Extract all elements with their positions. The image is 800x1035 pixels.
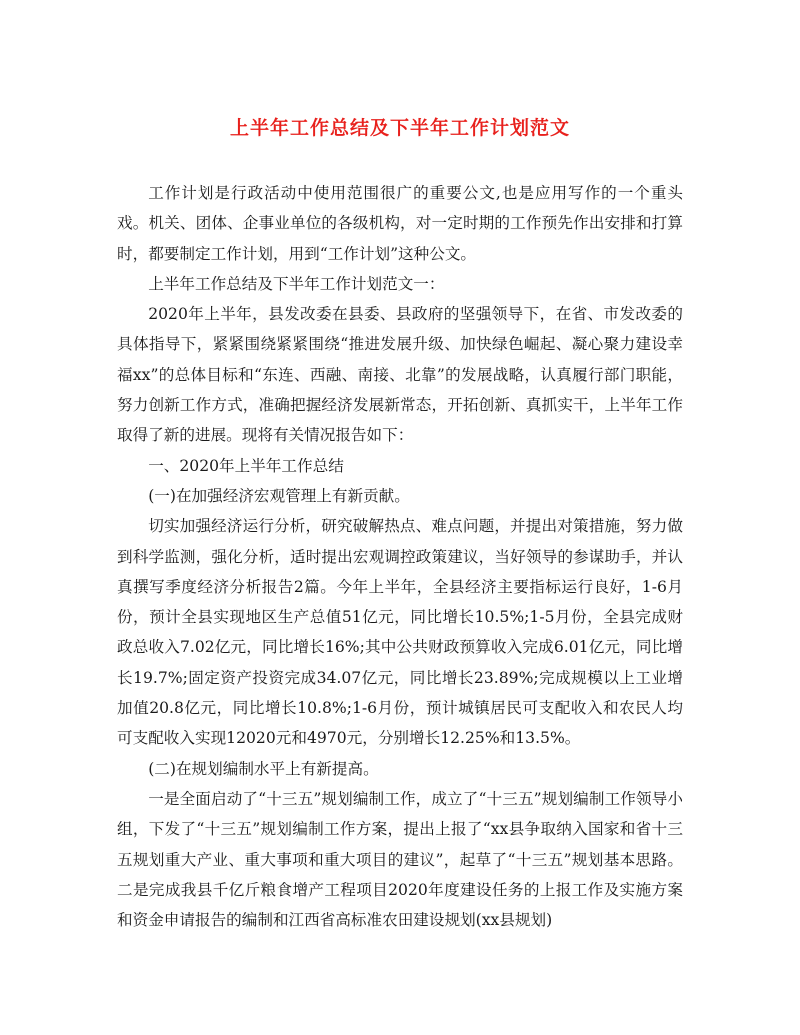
- document-body: [117, 178, 683, 935]
- paragraph-intro: 工作计划是行政活动中使用范围很广的重要公文,也是应用写作的一个重头戏。机关、团体、企事业单位的各级机构，对一定时期的工作预先作出安排和打算时，都要制定工作计划，用到“工作计划”这种公文。: [117, 184, 683, 263]
- subsection-heading-1: (一)在加强经济宏观管理上有新贡献。: [148, 486, 410, 505]
- document-title: 上半年工作总结及下半年工作计划范文: [229, 117, 570, 139]
- paragraph-sample-heading: 上半年工作总结及下半年工作计划范文一：: [148, 274, 445, 293]
- paragraph-planning: 一是全面启动了“十三五”规划编制工作，成立了“十三五”规划编制工作领导小组，下发了“十三五”规划编制工作方案，提出上报了“xx县争取纳入国家和省十三五规划重大产业、重大事项和重大项目的建议”，起草了“十三五”规划基本思路。二是完成我县千亿斤粮食增产工程项目2020年度建设任务的上报工作及实施方案和资金申请报告的编制和江西省高标准农田建设规划(xx县规划): [117, 789, 683, 930]
- section-heading-1: 一、2020年上半年工作总结: [148, 456, 344, 475]
- paragraph-overview: 2020年上半年，县发改委在县委、县政府的坚强领导下，在省、市发改委的具体指导下，紧紧围绕紧紧围绕“推进发展升级、加快绿色崛起、凝心聚力建设幸福xx”的总体目标和“东连、西融、南接、北靠”的发展战略，认真履行部门职能，努力创新工作方式，准确把握经济发展新常态，开拓创新、真抓实干，上半年工作取得了新的进展。现将有关情况报告如下：: [117, 305, 683, 445]
- paragraph-economic-analysis: 切实加强经济运行分析，研究破解热点、难点问题，并提出对策措施，努力做到科学监测，强化分析，适时提出宏观调控政策建议，当好领导的参谋助手，并认真撰写季度经济分析报告2篇。今年上半年，全县经济主要指标运行良好，1-6月份，预计全县实现地区生产总值51亿元，同比增长10.5%;1-5月份，全县完成财政总收入7.02亿元，同比增长16%;其中公共财政预算收入完成6.01亿元，同比增长19.7%;固定资产投资完成34.07亿元，同比增长23.89%;完成规模以上工业增加值20.8亿元，同比增长10.8%;1-6月份，预计城镇居民可支配收入和农民人均可支配收入实现12020元和4970元，分别增长12.25%和13.5%。: [117, 517, 683, 748]
- subsection-heading-2: (二)在规划编制水平上有新提高。: [148, 759, 379, 778]
